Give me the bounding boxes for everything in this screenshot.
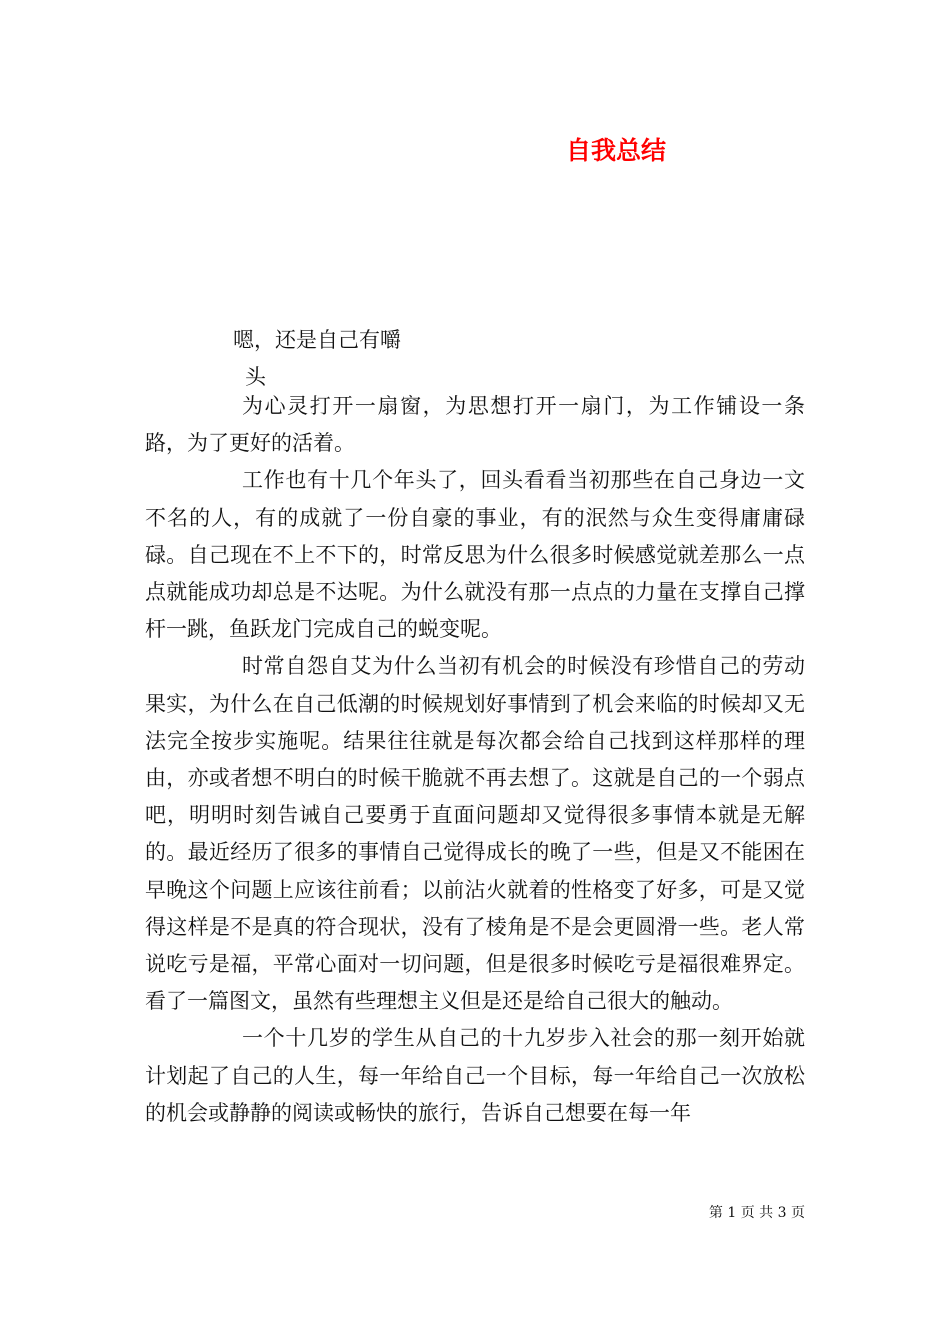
paragraph-3: 时常自怨自艾为什么当初有机会的时候没有珍惜自己的劳动果实，为什么在自己低潮的时候规划好事情到了机会来临的时候却又无法完全按步实施呢。结果往往就是每次都会给自己找到这样那样的理由，亦或者想不明白的时候干脆就不再去想了。这就是自己的一个弱点吧，明明时刻告诫自己要勇于直面问题却又觉得很多事情本就是无解的。最近经历了很多的事情自己觉得成长的晚了一些，但是又不能困在早晚这个问题上应该往前看；以前沾火就着的性格变了好多，可是又觉得这样是不是真的符合现状，没有了棱角是不是会更圆滑一些。老人常说吃亏是福，平常心面对一切问题，但是很多时候吃亏是福很难界定。看了一篇图文，虽然有些理想主义但是还是给自己很大的触动。 bbox=[145, 654, 805, 1014]
paragraph-4: 一个十几岁的学生从自己的十九岁步入社会的那一刻开始就计划起了自己的人生，每一年给自己一个目标，每一年给自己一次放松的机会或静静的阅读或畅快的旅行，告诉自己想要在每一年 bbox=[145, 1026, 805, 1125]
paragraph-2: 工作也有十几个年头了，回头看看当初那些在自己身边一文不名的人，有的成就了一份自豪的事业，有的泯然与众生变得庸庸碌碌。自己现在不上不下的，时常反思为什么很多时候感觉就差那么一点点就能成功却总是不达呢。为什么就没有那一点点的力量在支撑自己撑杆一跳，鱼跃龙门完成自己的蜕变呢。 bbox=[145, 468, 805, 642]
subtitle-line-2: 头 bbox=[245, 365, 266, 389]
page-number-footer: 第 1 页 共 3 页 bbox=[708, 1205, 805, 1221]
page-title: 自我总结 bbox=[565, 136, 666, 165]
paragraph-1: 为心灵打开一扇窗，为思想打开一扇门，为工作铺设一条路，为了更好的活着。 bbox=[145, 394, 805, 456]
subtitle-line-1: 嗯，还是自己有嚼 bbox=[233, 328, 401, 352]
body-text bbox=[145, 388, 805, 1132]
